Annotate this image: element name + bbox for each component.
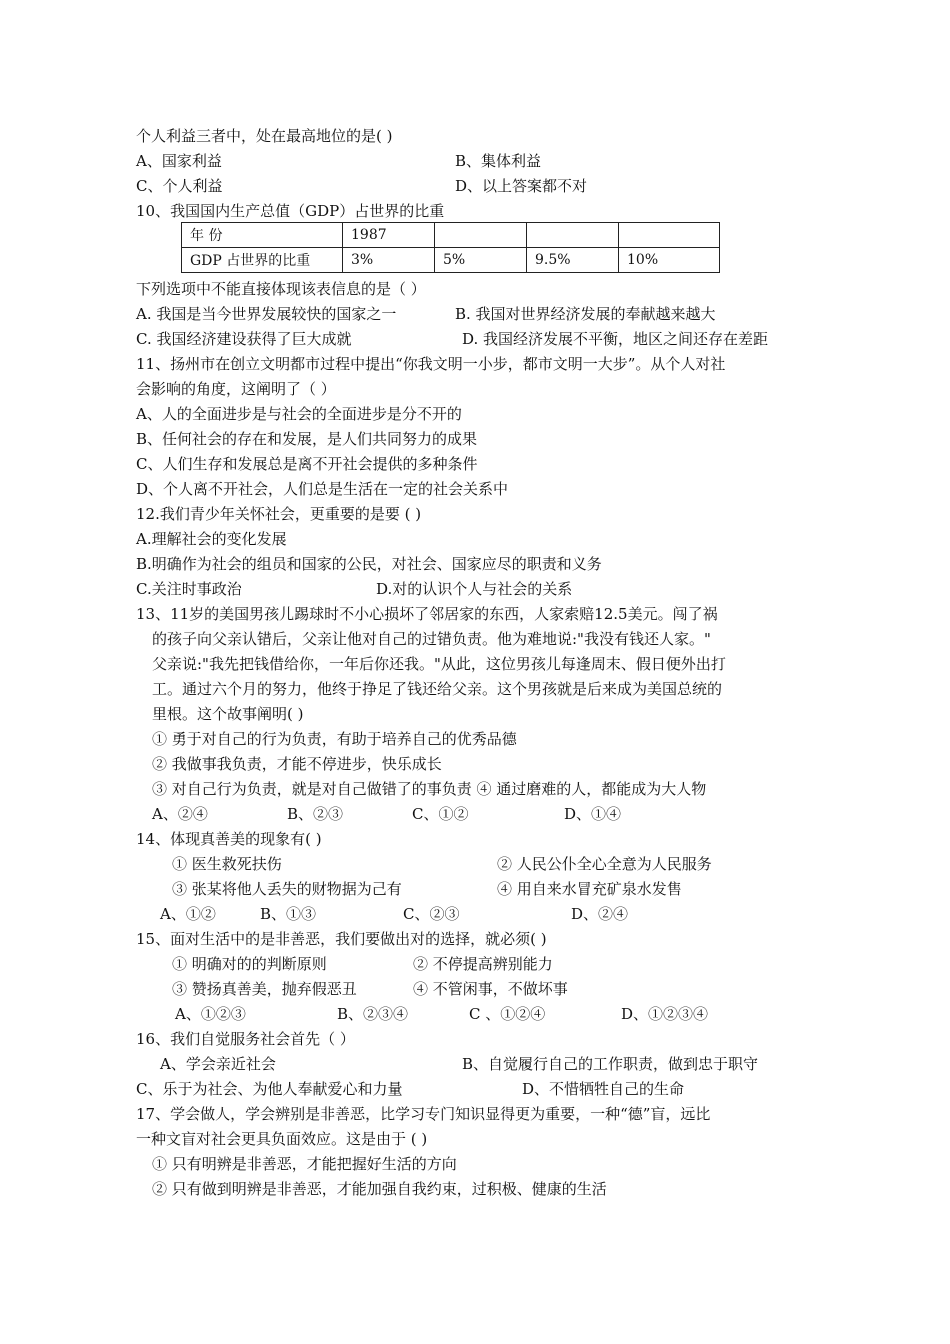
- q10-option-c: C. 我国经济建设获得了巨大成就: [136, 330, 352, 348]
- table-cell: [435, 223, 527, 248]
- q13-option-b: B、②③: [287, 805, 344, 823]
- q12-stem: 12.我们青少年关怀社会，更重要的是要 ( ): [136, 505, 422, 523]
- q14-statement-2: ② 人民公仆全心全意为人民服务: [497, 855, 712, 873]
- q13-statement-1: ① 勇于对自己的行为负责，有助于培养自己的优秀品德: [152, 730, 517, 748]
- q15-statement-3: ③ 赞扬真善美，抛弃假恶丑: [172, 980, 357, 998]
- table-cell: 1987: [343, 223, 435, 248]
- q13-option-d: D、①④: [564, 805, 622, 823]
- table-cell: 3%: [343, 248, 435, 273]
- q16-stem: 16、我们自觉服务社会首先（ ）: [136, 1030, 355, 1048]
- q11-option-c: C、人们生存和发展总是离不开社会提供的多种条件: [136, 455, 478, 473]
- q10-prompt: 下列选项中不能直接体现该表信息的是（ ）: [136, 280, 426, 298]
- table-row: [182, 223, 720, 248]
- q16-option-d: D、不惜牺牲自己的生命: [522, 1080, 685, 1098]
- q11-option-d: D、个人离不开社会，人们总是生活在一定的社会关系中: [136, 480, 509, 498]
- q17-stem: 17、学会做人，学会辨别是非善恶，比学习专门知识显得更为重要，一种“德”盲，远比: [136, 1105, 711, 1123]
- table-cell: 10%: [619, 248, 720, 273]
- q17-statement-2: ② 只有做到明辨是非善恶，才能加强自我约束，过积极、健康的生活: [152, 1180, 607, 1198]
- q13-stem-line4: 工。通过六个月的努力，他终于挣足了钱还给父亲。这个男孩就是后来成为美国总统的: [152, 680, 723, 698]
- q15-option-d: D、①②③④: [621, 1005, 709, 1023]
- q14-option-b: B、①③: [260, 905, 317, 923]
- q11-stem: 11、扬州市在创立文明都市过程中提出“你我文明一小步，都市文明一大步”。从个人对社: [136, 355, 726, 373]
- q15-stem: 15、面对生活中的是非善恶，我们要做出对的选择，就必须( ): [136, 930, 547, 948]
- q17-stem-cont: 一种文盲对社会更具负面效应。这是由于 ( ): [136, 1130, 428, 1148]
- q11-option-b: B、任何社会的存在和发展，是人们共同努力的成果: [136, 430, 478, 448]
- q13-stem-line3: 父亲说:"我先把钱借给你，一年后你还我。"从此，这位男孩儿每逢周末、假日便外出打: [152, 655, 726, 673]
- q16-option-c: C、乐于为社会、为他人奉献爱心和力量: [136, 1080, 403, 1098]
- q15-option-c: C 、①②④: [469, 1005, 546, 1023]
- q11-option-a: A、人的全面进步是与社会的全面进步是分不开的: [136, 405, 462, 423]
- q13-statement-2: ② 我做事我负责，才能不停进步，快乐成长: [152, 755, 442, 773]
- q14-option-c: C、②③: [403, 905, 460, 923]
- table-cell: 5%: [435, 248, 527, 273]
- q13-stem-line2: 的孩子向父亲认错后，父亲让他对自己的过错负责。他为难地说:"我没有钱还人家。": [152, 630, 711, 648]
- q13-stem-line5: 里根。这个故事阐明( ): [152, 705, 304, 723]
- q15-statement-2: ② 不停提高辨别能力: [413, 955, 553, 973]
- q9-option-a: A、国家利益: [136, 152, 222, 170]
- table-cell: 9.5%: [527, 248, 619, 273]
- q13-option-c: C、①②: [412, 805, 469, 823]
- q15-option-b: B、②③④: [337, 1005, 409, 1023]
- q14-statement-1: ① 医生救死扶伤: [172, 855, 282, 873]
- q9-option-d: D、以上答案都不对: [455, 177, 588, 195]
- q9-option-b: B、集体利益: [455, 152, 542, 170]
- q12-option-b: B.明确作为社会的组员和国家的公民，对社会、国家应尽的职责和义务: [136, 555, 602, 573]
- table-cell: 年 份: [182, 223, 343, 248]
- q14-statement-4: ④ 用自来水冒充矿泉水发售: [497, 880, 682, 898]
- q12-option-c: C.关注时事政治: [136, 580, 242, 598]
- q16-option-b: B、自觉履行自己的工作职责，做到忠于职守: [462, 1055, 759, 1073]
- q15-option-a: A、①②③: [175, 1005, 246, 1023]
- table-cell: GDP 占世界的比重: [182, 248, 343, 273]
- table-row: [182, 248, 720, 273]
- q10-option-d: D. 我国经济发展不平衡，地区之间还存在差距: [462, 330, 769, 348]
- q10-option-b: B. 我国对世界经济发展的奉献越来越大: [455, 305, 716, 323]
- q14-option-d: D、②④: [571, 905, 629, 923]
- q9-option-c: C、个人利益: [136, 177, 223, 195]
- q11-stem-cont: 会影响的角度，这阐明了（ ）: [136, 380, 336, 398]
- q15-statement-4: ④ 不管闲事，不做坏事: [413, 980, 568, 998]
- q14-statement-3: ③ 张某将他人丢失的财物据为己有: [172, 880, 402, 898]
- q17-statement-1: ① 只有明辨是非善恶，才能把握好生活的方向: [152, 1155, 457, 1173]
- q13-option-a: A、②④: [152, 805, 208, 823]
- table-cell: [619, 223, 720, 248]
- q12-option-a: A.理解社会的变化发展: [136, 530, 287, 548]
- q10-stem: 10、我国国内生产总值（GDP）占世界的比重: [136, 202, 445, 220]
- q12-option-d: D.对的认识个人与社会的关系: [376, 580, 573, 598]
- q16-option-a: A、学会亲近社会: [160, 1055, 276, 1073]
- q14-stem: 14、体现真善美的现象有( ): [136, 830, 322, 848]
- q13-statement-3-4: ③ 对自己行为负责，就是对自己做错了的事负责 ④ 通过磨难的人，都能成为大人物: [152, 780, 707, 798]
- q9-stem-cont: 个人利益三者中，处在最高地位的是( ): [136, 127, 393, 145]
- q13-stem: 13、11岁的美国男孩儿踢球时不小心损坏了邻居家的东西，人家索赔12.5美元。闯了祸: [136, 605, 718, 623]
- q15-statement-1: ① 明确对的的判断原则: [172, 955, 327, 973]
- gdp-table: [181, 222, 720, 273]
- table-cell: [527, 223, 619, 248]
- q10-option-a: A. 我国是当今世界发展较快的国家之一: [136, 305, 397, 323]
- q14-option-a: A、①②: [160, 905, 216, 923]
